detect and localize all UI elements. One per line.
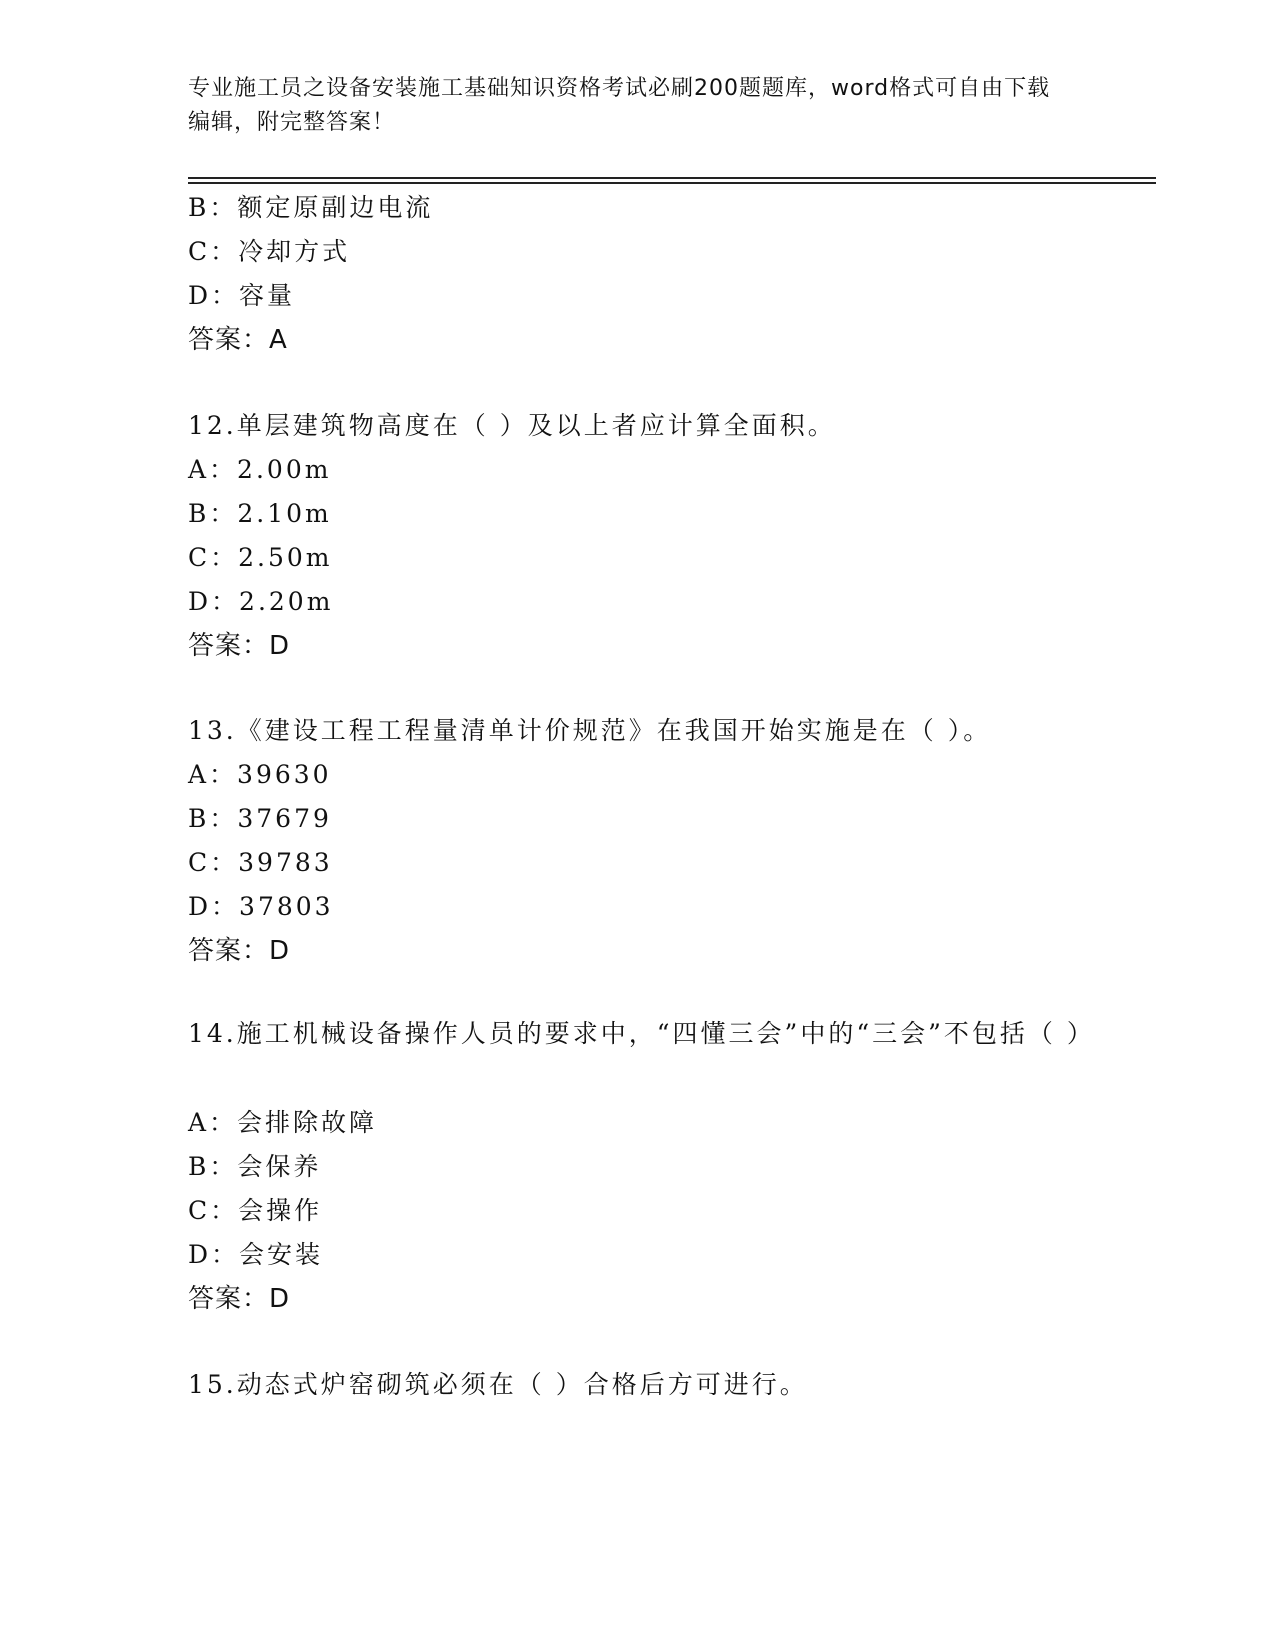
option-a: A：2.00m — [188, 455, 332, 484]
option-b: B：2.10m — [188, 499, 332, 528]
header-rule-bottom — [188, 182, 1156, 184]
question-12-stem: 12.单层建筑物高度在（ ）及以上者应计算全面积。 — [188, 411, 836, 440]
option-c: C：39783 — [188, 848, 333, 877]
option-a: A：39630 — [188, 760, 332, 789]
question-14-stem: 14.施工机械设备操作人员的要求中，“四懂三会”中的“三会”不包括（ ） — [188, 1019, 1095, 1048]
option-d: D：会安装 — [188, 1240, 324, 1269]
option-d: D：2.20m — [188, 587, 334, 616]
option-d: D：容量 — [188, 281, 296, 310]
option-b: B：会保养 — [188, 1152, 322, 1181]
header-rule-top — [188, 177, 1156, 179]
question-15-stem: 15.动态式炉窑砌筑必须在（ ）合格后方可进行。 — [188, 1370, 808, 1399]
option-c: C：冷却方式 — [188, 237, 351, 266]
answer: 答案：D — [188, 936, 291, 966]
answer: 答案：A — [188, 325, 288, 355]
option-c: C：会操作 — [188, 1196, 323, 1225]
question-13-stem: 13.《建设工程工程量清单计价规范》在我国开始实施是在（ ）。 — [188, 716, 992, 745]
answer: 答案：D — [188, 1284, 291, 1314]
option-a: A：会排除故障 — [188, 1108, 378, 1137]
option-c: C：2.50m — [188, 543, 333, 572]
option-d: D：37803 — [188, 892, 334, 921]
option-b: B：额定原副边电流 — [188, 193, 434, 222]
document-header: 专业施工员之设备安装施工基础知识资格考试必刷200题题库，word格式可自由下载编辑，附完整答案！ — [188, 76, 1051, 135]
answer: 答案：D — [188, 631, 291, 661]
option-b: B：37679 — [188, 804, 332, 833]
